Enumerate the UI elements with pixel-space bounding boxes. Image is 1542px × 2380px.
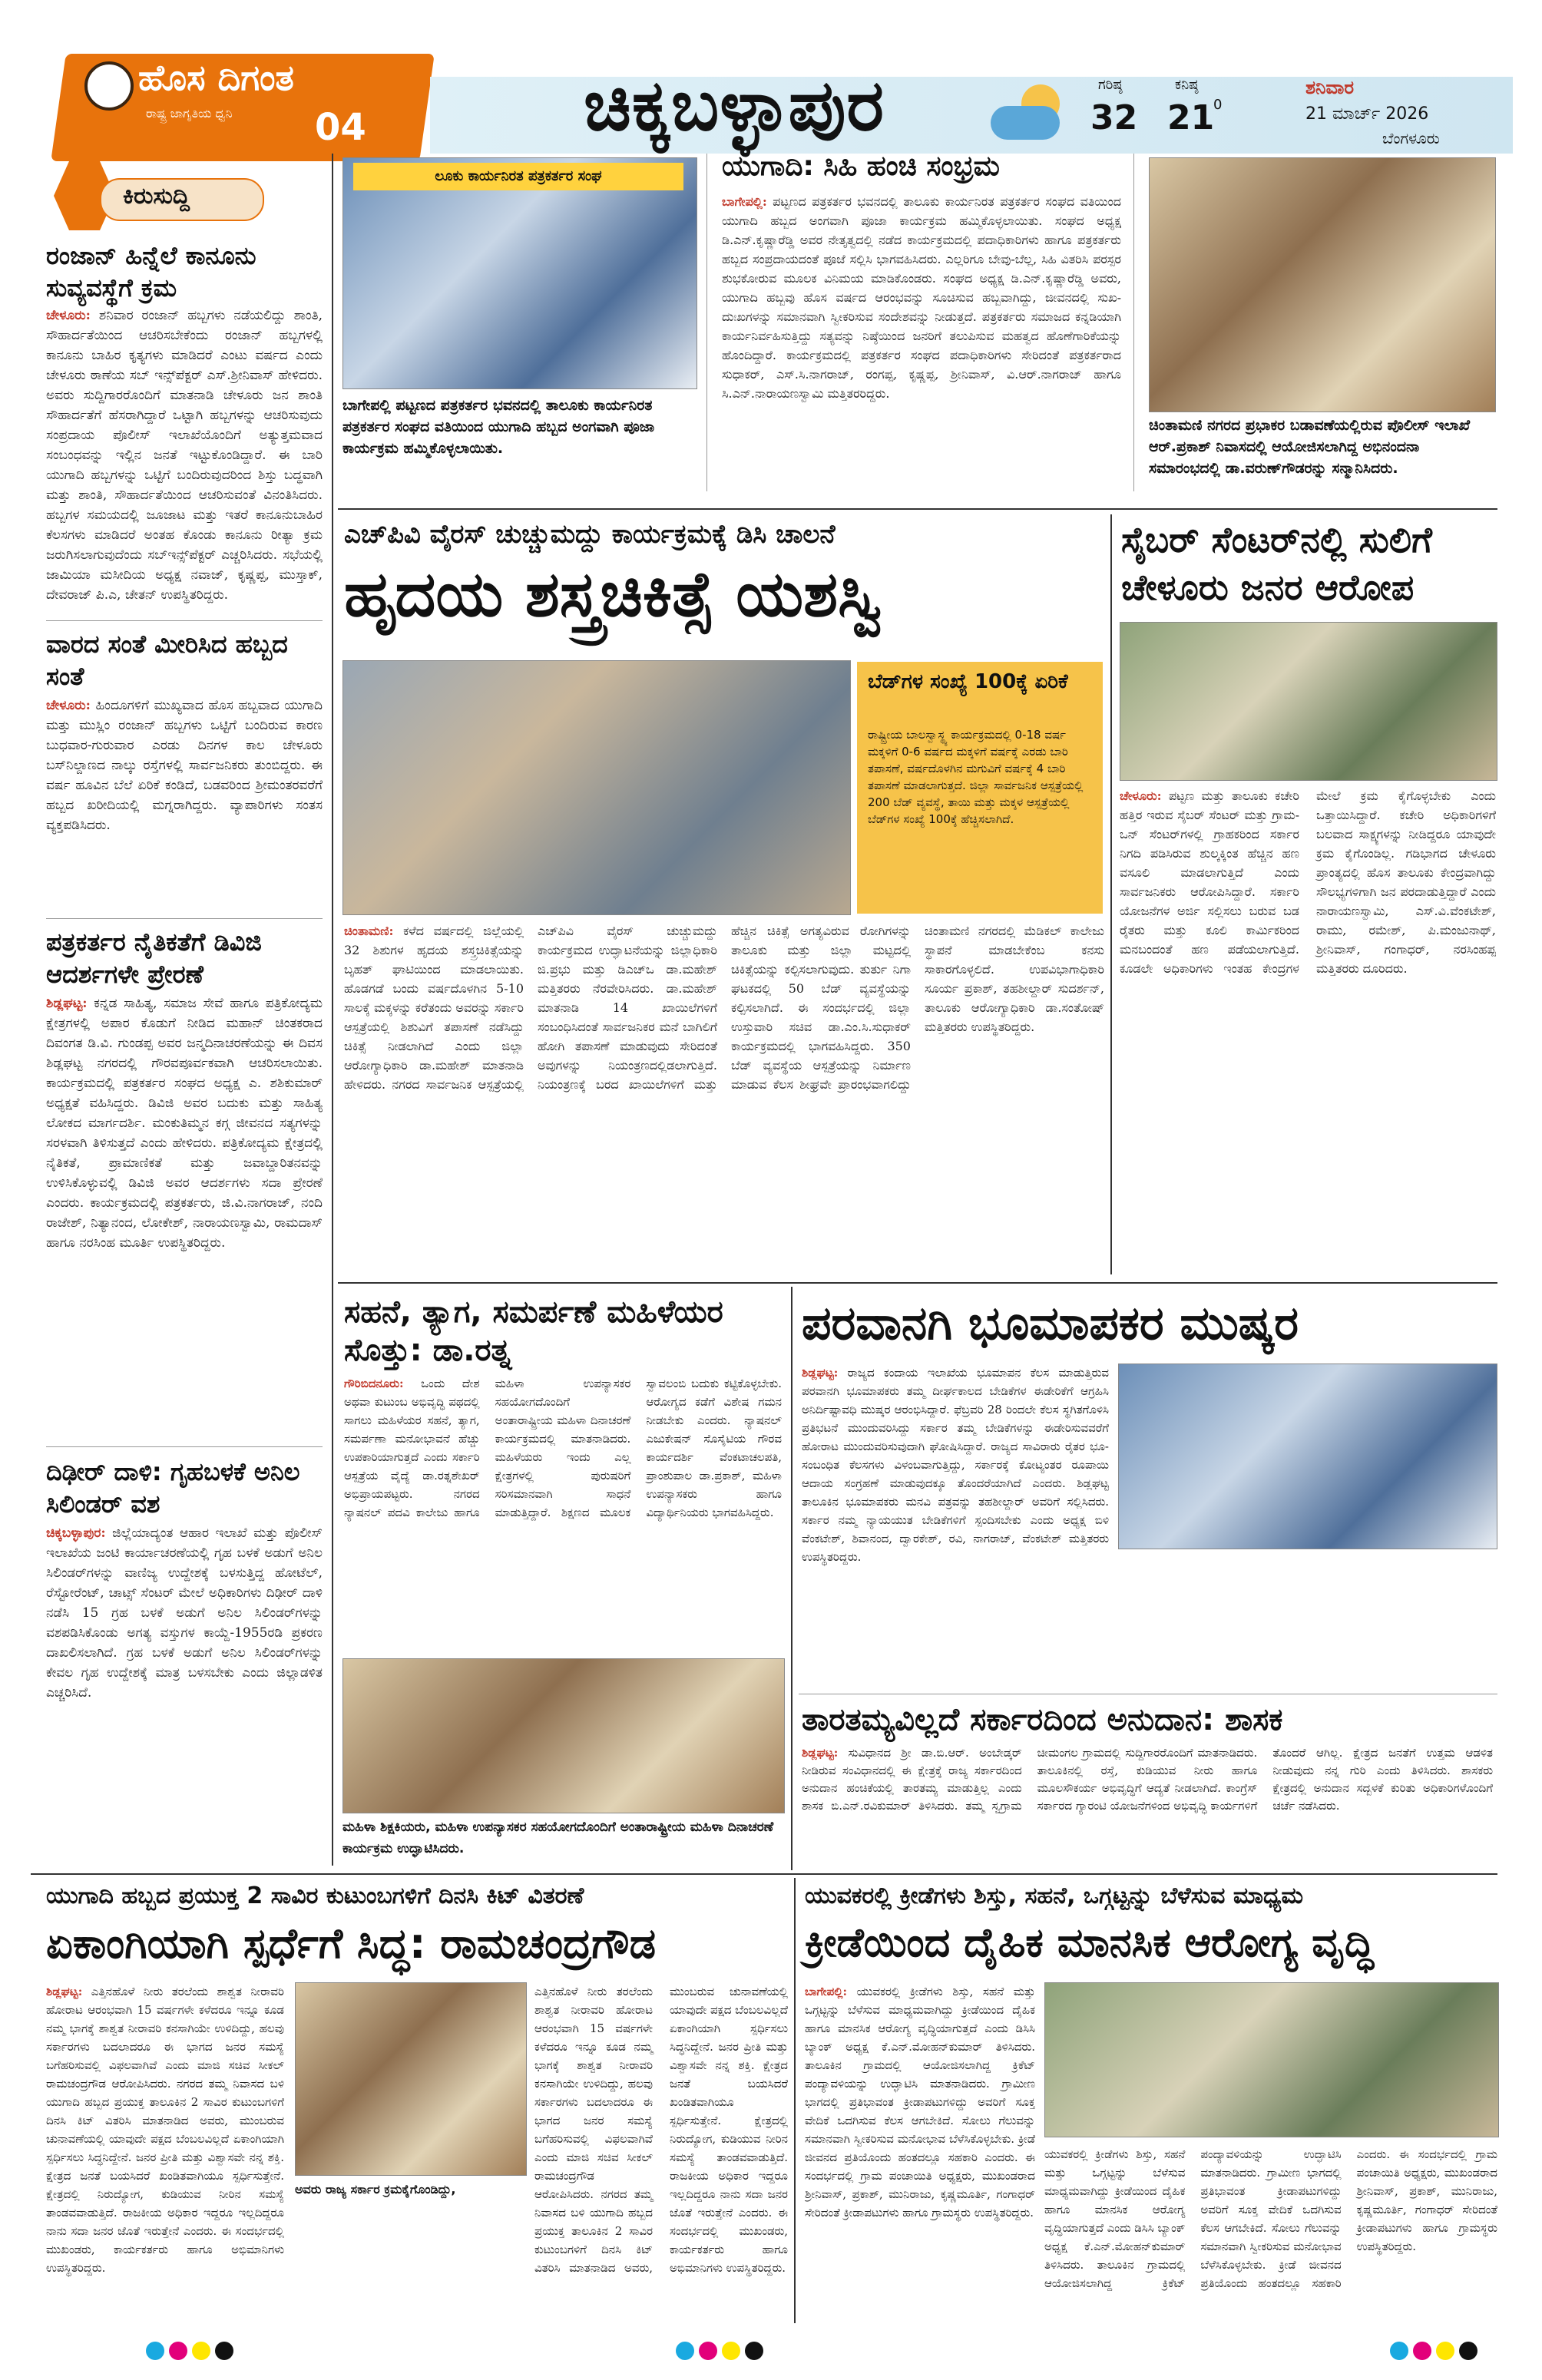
- cyber-dateline: ಚೇಳೂರು:: [1120, 788, 1162, 803]
- divider: [46, 1446, 323, 1447]
- column-rule: [706, 154, 707, 491]
- weather-icon: [991, 84, 1075, 146]
- photo-caption: ಬಾಗೇಪಲ್ಲಿ ಪಟ್ಟಣದ ಪತ್ರಕರ್ತರ ಭವನದಲ್ಲಿ ತಾಲೂಕು ಕಾರ್ಯನಿರತ ಪತ್ರಕರ್ತರ ಸಂಘದ ವತಿಯಿಂದ ಯುಗಾದಿ ಹಬ್ಬದ ಅಂಗವಾಗಿ ಪೂಜಾ ಕಾರ್ಯಕ್ರಮ ಹಮ್ಮಿಕೊಳ್ಳಲಾಯಿತು.: [342, 397, 655, 457]
- sahane-headline: ಸಹನೆ, ತ್ಯಾಗ, ಸಮರ್ಪಣೆ ಮಹಿಳೆಯರ ಸೊತ್ತು: ಡಾ.ರತ್ನ: [344, 1294, 723, 1368]
- hpv-box-title: ಬೆಡ್‌ಗಳ ಸಂಖ್ಯೆ 100ಕ್ಕೆ ಏರಿಕೆ: [868, 670, 1068, 693]
- ekangi-body-right: [534, 1982, 788, 2320]
- cricket-team-photo: [1044, 1982, 1499, 2137]
- kiru-badge: [46, 161, 292, 230]
- surveyors-photo: [1118, 1364, 1497, 1549]
- taratamya-body: [802, 1744, 1493, 1867]
- kride-text: ಯುವಕರಲ್ಲಿ ಕ್ರೀಡೆಗಳು ಶಿಸ್ತು, ಸಹನೆ ಮತ್ತು ಒಗ್ಗಟ್ಟನ್ನು ಬೆಳೆಸುವ ಮಾಧ್ಯಮವಾಗಿದ್ದು ಕ್ರೀಡೆಯಿಂದ ದೈಹಿಕ ಹಾಗೂ ಮಾನಸಿಕ ಆರೋಗ್ಯ ವೃದ್ಧಿಯಾಗುತ್ತದೆ ಎಂದು ಡಿಸಿಸಿ ಬ್ಯಾಂಕ್ ಅಧ್ಯಕ್ಷ ಕೆ.ಎನ್.ಮೋಹನ್‌ಕುಮಾರ್ ತಿಳಿಸಿದರು. ತಾಲೂಕಿನ ಗ್ರಾಮದಲ್ಲಿ ಆಯೋಜಿಸಲಾಗಿದ್ದ ಕ್ರಿಕೆಟ್ ಪಂದ್ಯಾವಳಿಯನ್ನು ಉದ್ಘಾಟಿಸಿ ಮಾತನಾಡಿದರು. ಗ್ರಾಮೀಣ ಭಾಗದಲ್ಲಿ ಪ್ರತಿಭಾವಂತ ಕ್ರೀಡಾಪಟುಗಳಿದ್ದು ಅವರಿಗೆ ಸೂಕ್ತ ವೇದಿಕೆ ಒದಗಿಸುವ ಕೆಲಸ ಆಗಬೇಕಿದೆ. ಸೋಲು ಗೆಲುವನ್ನು ಸಮಾನವಾಗಿ ಸ್ವೀಕರಿಸುವ ಮನೋಭಾವ ಬೆಳೆಸಿಕೊಳ್ಳಬೇಕು. ಕ್ರೀಡೆ ಜೀವನದ ಪ್ರತಿಯೊಂದು ಹಂತದಲ್ಲೂ ಸಹಕಾರಿ ಎಂದರು. ಈ ಸಂದರ್ಭದಲ್ಲಿ ಗ್ರಾಮ ಪಂಚಾಯಿತಿ ಅಧ್ಯಕ್ಷರು, ಮುಖಂಡರಾದ ಶ್ರೀನಿವಾಸ್, ಪ್ರಕಾಶ್, ಮುನಿರಾಜು, ಕೃಷ್ಣಮೂರ್ತಿ, ಗಂಗಾಧರ್ ಸೇರಿದಂತೆ ಕ್ರೀಡಾಪಟುಗಳು ಹಾಗೂ ಗ್ರಾಮಸ್ಥರು ಉಪಸ್ಥಿತರಿದ್ದರು.: [805, 1985, 1035, 2220]
- issue-city: ಬೆಂಗಳೂರು: [1382, 129, 1440, 147]
- didir-title: ದಿಢೀರ್ ದಾಳಿ: ಗೃಹಬಳಕೆ ಅನಿಲ ಸಿಲಿಂಡರ್ ವಶ: [46, 1457, 300, 1519]
- ekangi-text: ಎತ್ತಿನಹೊಳೆ ನೀರು ತರಲೆಂದು ಶಾಶ್ವತ ನೀರಾವರಿ ಹೋರಾಟ ಆರಂಭವಾಗಿ 15 ವರ್ಷಗಳೇ ಕಳೆದರೂ ಇನ್ನೂ ಕೂಡ ನಮ್ಮ ಭಾಗಕ್ಕೆ ಶಾಶ್ವತ ನೀರಾವರಿ ಕನಸಾಗಿಯೇ ಉಳಿದಿದ್ದು, ಹಲವು ಸರ್ಕಾರಗಳು ಬದಲಾದರೂ ಈ ಭಾಗದ ಜನರ ಸಮಸ್ಯೆ ಬಗೆಹರಿಸುವಲ್ಲಿ ವಿಫಲವಾಗಿವೆ ಎಂದು ಮಾಜಿ ಸಚಿವ ಸೀಕಲ್ ರಾಮಚಂದ್ರಗೌಡ ಆರೋಪಿಸಿದರು. ನಗರದ ತಮ್ಮ ನಿವಾಸದ ಬಳಿ ಯುಗಾದಿ ಹಬ್ಬದ ಪ್ರಯುಕ್ತ ತಾಲೂಕಿನ 2 ಸಾವಿರ ಕುಟುಂಬಗಳಿಗೆ ದಿನಸಿ ಕಿಟ್ ವಿತರಿಸಿ ಮಾತನಾಡಿದ ಅವರು, ಮುಂಬರುವ ಚುನಾವಣೆಯಲ್ಲಿ ಯಾವುದೇ ಪಕ್ಷದ ಬೆಂಬಲವಿಲ್ಲದೆ ಏಕಾಂಗಿಯಾಗಿ ಸ್ಪರ್ಧಿಸಲು ಸಿದ್ಧನಿದ್ದೇನೆ. ಜನರ ಪ್ರೀತಿ ಮತ್ತು ವಿಶ್ವಾಸವೇ ನನ್ನ ಶಕ್ತಿ. ಕ್ಷೇತ್ರದ ಜನತೆ ಬಯಸಿದರೆ ಖಂಡಿತವಾಗಿಯೂ ಸ್ಪರ್ಧಿಸುತ್ತೇನೆ. ಕ್ಷೇತ್ರದಲ್ಲಿ ನಿರುದ್ಯೋಗ, ಕುಡಿಯುವ ನೀರಿನ ಸಮಸ್ಯೆ ತಾಂಡವವಾಡುತ್ತಿದೆ. ರಾಜಕೀಯ ಅಧಿಕಾರ ಇದ್ದರೂ ಇಲ್ಲದಿದ್ದರೂ ನಾನು ಸದಾ ಜನರ ಜೊತೆ ಇರುತ್ತೇನೆ ಎಂದರು. ಈ ಸಂದರ್ಭದಲ್ಲಿ ಮುಖಂಡರು, ಕಾರ್ಯಕರ್ತರು ಹಾಗೂ ಅಭಿಮಾನಿಗಳು ಉಪಸ್ಥಿತರಿದ್ದರು.: [46, 1985, 284, 2275]
- didir-body: [46, 1523, 323, 1853]
- womens-day-photo: [342, 1658, 785, 1813]
- patrakartara-dateline: ಶಿಡ್ಲಘಟ್ಟ:: [46, 996, 88, 1011]
- kride-kicker: ಯುವಕರಲ್ಲಿ ಕ್ರೀಡೆಗಳು ಶಿಸ್ತು, ಸಹನೆ, ಒಗ್ಗಟ್ಟನ್ನು ಬೆಳೆಸುವ ಮಾಧ್ಯಮ: [805, 1883, 1304, 1909]
- photo-caption: ಅವರು ರಾಜ್ಯ ಸರ್ಕಾರ ಕ್ರಮಕೈಗೊಂಡಿದ್ದು,: [295, 2182, 456, 2197]
- kride-body-continued: [1044, 2145, 1497, 2320]
- issue-day: ಶನಿವಾರ: [1305, 77, 1355, 98]
- sahane-dateline: ಗೌರಿಬಿದನೂರು:: [344, 1377, 404, 1390]
- didir-dateline: ಚಿಕ್ಕಬಳ್ಳಾಪುರ:: [46, 1526, 106, 1541]
- kiru-2-title: ವಾರದ ಸಂತೆ ಮೀರಿಸಿದ ಹಬ್ಬದ ಸಂತೆ: [46, 630, 288, 691]
- max-temp-label: ಗರಿಷ್ಠ: [1098, 77, 1123, 93]
- hpv-headline: ಹೃದಯ ಶಸ್ತ್ರಚಿಕಿತ್ಸೆ ಯಶಸ್ವಿ: [344, 558, 883, 631]
- sahane-text: ಒಂದು ದೇಶ ಅಥವಾ ಕುಟುಂಬ ಅಭಿವೃದ್ಧಿ ಪಥದಲ್ಲಿ ಸಾಗಲು ಮಹಿಳೆಯರ ಸಹನೆ, ತ್ಯಾಗ, ಸಮರ್ಪಣಾ ಮನೋಭಾವನೆ ಹೆಚ್ಚು ಉಪಕಾರಿಯಾಗುತ್ತದೆ ಎಂದು ಸರ್ಕಾರಿ ಆಸ್ಪತ್ರೆಯ ವೈದ್ಯೆ ಡಾ.ರತ್ನಶೇಖರ್ ಅಭಿಪ್ರಾಯಪಟ್ಟರು. ನಗರದ ನ್ಯಾಷನಲ್ ಪದವಿ ಕಾಲೇಜು ಹಾಗೂ ಮಹಿಳಾ ಉಪನ್ಯಾಸಕರ ಸಹಯೋಗದೊಂದಿಗೆ ಅಂತಾರಾಷ್ಟ್ರೀಯ ಮಹಿಳಾ ದಿನಾಚರಣೆ ಕಾರ್ಯಕ್ರಮದಲ್ಲಿ ಮಾತನಾಡಿದರು. ಮಹಿಳೆಯರು ಇಂದು ಎಲ್ಲ ಕ್ಷೇತ್ರಗಳಲ್ಲಿ ಪುರುಷರಿಗೆ ಸರಿಸಮಾನವಾಗಿ ಸಾಧನೆ ಮಾಡುತ್ತಿದ್ದಾರೆ. ಶಿಕ್ಷಣದ ಮೂಲಕ ಸ್ವಾವಲಂಬಿ ಬದುಕು ಕಟ್ಟಿಕೊಳ್ಳಬೇಕು. ಆರೋಗ್ಯದ ಕಡೆಗೆ ವಿಶೇಷ ಗಮನ ನೀಡಬೇಕು ಎಂದರು. ನ್ಯಾಷನಲ್ ಎಜುಕೇಷನ್ ಸೊಸೈಟಿಯ ಗೌರವ ಕಾರ್ಯದರ್ಶಿ ವೆಂಕಟಾಚಲಪತಿ, ಪ್ರಾಂಶುಪಾಲ ಡಾ.ಪ್ರಕಾಶ್, ಮಹಿಳಾ ಉಪನ್ಯಾಸಕರು ಹಾಗೂ ವಿದ್ಯಾರ್ಥಿನಿಯರು ಭಾಗವಹಿಸಿದ್ದರು.: [344, 1377, 782, 1519]
- divider: [46, 918, 323, 919]
- paravanagi-text: ರಾಜ್ಯದ ಕಂದಾಯ ಇಲಾಖೆಯ ಭೂಮಾಪನ ಕೆಲಸ ಮಾಡುತ್ತಿರುವ ಪರವಾನಗಿ ಭೂಮಾಪಕರು ತಮ್ಮ ದೀರ್ಘಕಾಲದ ಬೇಡಿಕೆಗಳ ಈಡೇರಿಕೆಗೆ ಆಗ್ರಹಿಸಿ ಅನಿರ್ದಿಷ್ಟಾವಧಿ ಮುಷ್ಕರ ಆರಂಭಿಸಿದ್ದಾರೆ. ಫೆಬ್ರವರಿ 28 ರಿಂದಲೇ ಕೆಲಸ ಸ್ಥಗಿತಗೊಳಿಸಿ ಪ್ರತಿಭಟನೆ ಮುಂದುವರಿಸಿದ್ದು ಸರ್ಕಾರ ತಮ್ಮ ಬೇಡಿಕೆಗಳನ್ನು ಈಡೇರಿಸುವವರೆಗೆ ಹೋರಾಟ ಮುಂದುವರಿಸುವುದಾಗಿ ಘೋಷಿಸಿದ್ದಾರೆ. ರಾಜ್ಯದ ಸಾವಿರಾರು ರೈತರ ಭೂ-ಸಂಬಂಧಿತ ಕೆಲಸಗಳು ವಿಳಂಬವಾಗುತ್ತಿದ್ದು, ಸರ್ಕಾರಕ್ಕೆ ಕೋಟ್ಯಂತರ ರೂಪಾಯಿ ಆದಾಯ ಸಂಗ್ರಹಣೆ ಮಾಡುವುದಕ್ಕೂ ತೊಂದರೆಯಾಗಿದೆ ಎಂದರು. ಶಿಡ್ಲಘಟ್ಟ ತಾಲೂಕಿನ ಭೂಮಾಪಕರು ಮನವಿ ಪತ್ರವನ್ನು ತಹಶೀಲ್ದಾರ್ ಅವರಿಗೆ ಸಲ್ಲಿಸಿದರು. ಸರ್ಕಾರ ನಮ್ಮ ನ್ಯಾಯಯುತ ಬೇಡಿಕೆಗಳಿಗೆ ಸ್ಪಂದಿಸಬೇಕು ಎಂದು ಅಧ್ಯಕ್ಷ ಬಿಳಿ ವೆಂಕಟೇಶ್, ಶಿವಾನಂದ, ದ್ವಾರಕೇಶ್, ರವಿ, ನಾಗರಾಜ್, ವೆಂಕಟೇಶ್ ಮತ್ತಿತರರು ಉಪಸ್ಥಿತರಿದ್ದರು.: [802, 1366, 1109, 1564]
- kiru-1-text: ಶನಿವಾರ ರಂಜಾನ್ ಹಬ್ಬಗಳು ನಡೆಯಲಿದ್ದು ಶಾಂತಿ, ಸೌಹಾರ್ದತೆಯಿಂದ ಆಚರಿಸಬೇಕೆಂದು ರಂಜಾನ್ ಹಬ್ಬಗಳಲ್ಲಿ ಕಾನೂನು ಬಾಹಿರ ಕೃತ್ಯಗಳು ಮಾಡಿದರೆ ಎಂಟು ವರ್ಷದ ಎಂದು ಚೇಳೂರು ಠಾಣೆಯ ಸಬ್ ಇನ್ಸ್‌ಪೆಕ್ಟರ್ ಎಸ್.ಶ್ರೀನಿವಾಸ್ ಹೇಳಿದರು. ಅವರು ಸುದ್ದಿಗಾರರೊಂದಿಗೆ ಮಾತನಾಡಿ ಚೇಳೂರು ಜನ ಶಾಂತಿ ಸೌಹಾರ್ದತೆಗೆ ಹೆಸರಾಗಿದ್ದಾರೆ ಒಟ್ಟಾಗಿ ಹಬ್ಬಗಳನ್ನು ಆಚರಿಸುವುದು ಸಂಪ್ರದಾಯ ಪೊಲೀಸ್ ಇಲಾಖೆಯೊಂದಿಗೆ ಅತ್ಯುತ್ತಮವಾದ ಸಂಬಂಧವನ್ನು ಇಲ್ಲಿನ ಜನತೆ ಇಟ್ಟುಕೊಂಡಿದ್ದಾರೆ. ಈ ಬಾರಿ ಯುಗಾದಿ ಹಬ್ಬಗಳನ್ನು ಒಟ್ಟಿಗೆ ಬಂದಿರುವುದರಿಂದ ಶಿಸ್ತು ಬದ್ಧವಾಗಿ ಮತ್ತು ಶಾಂತಿ, ಸೌಹಾರ್ದತೆಯಿಂದ ಆಚರಿಸುವಂತೆ ವಿನಂತಿಸಿದರು. ಹಬ್ಬಗಳ ಸಮಯದಲ್ಲಿ ಜೂಜಾಟ ಮತ್ತು ಇತರೆ ಕಾನೂನುಬಾಹಿರ ಕೆಲಸಗಳು ಮಾಡಿದರೆ ಅಂತಹ ಕೊಂಡು ಕಾನೂನು ರೀತ್ಯಾ ಕ್ರಮ ಜರುಗಿಸಲಾಗುವುದೆಂದು ಸಬ್‌ಇನ್ಸ್‌ಪೆಕ್ಟರ್ ಎಚ್ಚರಿಸಿದರು. ಸಭೆಯಲ್ಲಿ ಜಾಮಿಯಾ ಮಸೀದಿಯ ಅಧ್ಯಕ್ಷ ನವಾಜ್, ಕೃಷ್ಣಪ್ಪ, ಮುಸ್ತಾಕ್, ದೇವರಾಜ್ ಪಿ.ಎ, ಚೇತನ್ ಉಪಸ್ಥಿತರಿದ್ದರು.: [46, 308, 323, 603]
- taratamya-headline: ತಾರತಮ್ಯವಿಲ್ಲದೆ ಸರ್ಕಾರದಿಂದ ಅನುದಾನ: ಶಾಸಕ: [802, 1702, 1283, 1737]
- photo-banner: ಲೂಕು ಕಾರ್ಯನಿರತ ಪತ್ರಕರ್ತರ ಸಂಘ: [353, 163, 683, 190]
- kiru-1-dateline: ಚೇಳೂರು:: [46, 308, 91, 323]
- column-rule: [1133, 154, 1134, 491]
- kride-body: [805, 1982, 1035, 2320]
- divider: [46, 620, 323, 621]
- paravanagi-headline: ಪರವಾನಗಿ ಭೂಮಾಪಕರ ಮುಷ್ಕರ: [802, 1297, 1299, 1350]
- patrakartara-text: ಕನ್ನಡ ಸಾಹಿತ್ಯ, ಸಮಾಜ ಸೇವೆ ಹಾಗೂ ಪತ್ರಿಕೋದ್ಯಮ ಕ್ಷೇತ್ರಗಳಲ್ಲಿ ಅಪಾರ ಕೊಡುಗೆ ನೀಡಿದ ಮಹಾನ್ ಚಿಂತಕರಾದ ದಿವಂಗತ ಡಿ.ವಿ. ಗುಂಡಪ್ಪ ಅವರ ಜನ್ಮದಿನಾಚರಣೆಯನ್ನು ಈ ದಿವಸ ಶಿಡ್ಲಘಟ್ಟ ನಗರದಲ್ಲಿ ಗೌರವಪೂರ್ವಕವಾಗಿ ಆಚರಿಸಲಾಯಿತು. ಕಾರ್ಯಕ್ರಮದಲ್ಲಿ ಪತ್ರಕರ್ತರ ಸಂಘದ ಅಧ್ಯಕ್ಷ ಎ. ಶಶಿಕುಮಾರ್ ಅಧ್ಯಕ್ಷತೆ ವಹಿಸಿದ್ದರು. ಡಿವಿಜಿ ಅವರ ಬದುಕು ಮತ್ತು ಸಾಹಿತ್ಯ ಲೋಕದ ಮಾರ್ಗದರ್ಶಿ. ಮಂಕುತಿಮ್ಮನ ಕಗ್ಗ ಜೀವನದ ಸತ್ಯಗಳನ್ನು ಸರಳವಾಗಿ ತಿಳಿಸುತ್ತದೆ ಎಂದು ಹೇಳಿದರು. ಪತ್ರಿಕೋದ್ಯಮ ಕ್ಷೇತ್ರದಲ್ಲಿ ನೈತಿಕತೆ, ಪ್ರಾಮಾಣಿಕತೆ ಮತ್ತು ಜವಾಬ್ದಾರಿತನವನ್ನು ಉಳಿಸಿಕೊಳ್ಳುವಲ್ಲಿ ಡಿವಿಜಿ ಅವರ ಆದರ್ಶಗಳು ಸದಾ ಪ್ರೇರಣೆ ಎಂದರು. ಕಾರ್ಯಕ್ರಮದಲ್ಲಿ ಪತ್ರಕರ್ತರು, ಜಿ.ವಿ.ನಾಗರಾಜ್, ನಂದಿ ರಾಜೇಶ್, ನಿತ್ಯಾನಂದ, ಲೋಕೇಶ್, ನಾರಾಯಣಸ್ವಾಮಿ, ರಾಮದಾಸ್ ಹಾಗೂ ನರಸಿಂಹ ಮೂರ್ತಿ ಉಪಸ್ಥಿತರಿದ್ದರು.: [46, 996, 323, 1251]
- hpv-kicker: ಎಚ್‌ಪಿವಿ ವೈರಸ್ ಚುಚ್ಚುಮದ್ದು ಕಾರ್ಯಕ್ರಮಕ್ಕೆ ಡಿಸಿ ಚಾಲನೆ: [344, 519, 836, 550]
- section-rule: [338, 1282, 1497, 1284]
- kride-headline: ಕ್ರೀಡೆಯಿಂದ ದೈಹಿಕ ಮಾನಸಿಕ ಆರೋಗ್ಯ ವೃದ್ಧಿ: [805, 1920, 1374, 1966]
- paravanagi-dateline: ಶಿಡ್ಲಘಟ್ಟ:: [802, 1366, 839, 1380]
- issue-date: 21 ಮಾರ್ಚ್ 2026: [1305, 104, 1429, 124]
- cyber-body: [1120, 786, 1496, 1274]
- ekangi-dateline: ಶಿಡ್ಲಘಟ್ಟ:: [46, 1985, 83, 1998]
- section-rule: [31, 1873, 1497, 1875]
- felicitation-photo: [1149, 157, 1496, 412]
- min-temp: 21: [1167, 98, 1215, 137]
- patrakartara-body: [46, 993, 323, 1439]
- ekangi-kicker: ಯುಗಾದಿ ಹಬ್ಬದ ಪ್ರಯುಕ್ತ 2 ಸಾವಿರ ಕುಟುಂಬಗಳಿಗೆ ದಿನಸಿ ಕಿಟ್ ವಿತರಣೆ: [46, 1883, 584, 1909]
- masthead: [31, 46, 1513, 161]
- ugadi-dateline: ಬಾಗೇಪಲ್ಲಿ:: [722, 194, 767, 209]
- brand-tagline: ರಾಷ್ಟ್ರ ಜಾಗೃತಿಯ ಧ್ವನಿ: [146, 106, 233, 121]
- kiru-2-dateline: ಚೇಳೂರು:: [46, 698, 91, 713]
- ekangi-text-continued: ಎತ್ತಿನಹೊಳೆ ನೀರು ತರಲೆಂದು ಶಾಶ್ವತ ನೀರಾವರಿ ಹೋರಾಟ ಆರಂಭವಾಗಿ 15 ವರ್ಷಗಳೇ ಕಳೆದರೂ ಇನ್ನೂ ಕೂಡ ನಮ್ಮ ಭಾಗಕ್ಕೆ ಶಾಶ್ವತ ನೀರಾವರಿ ಕನಸಾಗಿಯೇ ಉಳಿದಿದ್ದು, ಹಲವು ಸರ್ಕಾರಗಳು ಬದಲಾದರೂ ಈ ಭಾಗದ ಜನರ ಸಮಸ್ಯೆ ಬಗೆಹರಿಸುವಲ್ಲಿ ವಿಫಲವಾಗಿವೆ ಎಂದು ಮಾಜಿ ಸಚಿವ ಸೀಕಲ್ ರಾಮಚಂದ್ರಗೌಡ ಆರೋಪಿಸಿದರು. ನಗರದ ತಮ್ಮ ನಿವಾಸದ ಬಳಿ ಯುಗಾದಿ ಹಬ್ಬದ ಪ್ರಯುಕ್ತ ತಾಲೂಕಿನ 2 ಸಾವಿರ ಕುಟುಂಬಗಳಿಗೆ ದಿನಸಿ ಕಿಟ್ ವಿತರಿಸಿ ಮಾತನಾಡಿದ ಅವರು, ಮುಂಬರುವ ಚುನಾವಣೆಯಲ್ಲಿ ಯಾವುದೇ ಪಕ್ಷದ ಬೆಂಬಲವಿಲ್ಲದೆ ಏಕಾಂಗಿಯಾಗಿ ಸ್ಪರ್ಧಿಸಲು ಸಿದ್ಧನಿದ್ದೇನೆ. ಜನರ ಪ್ರೀತಿ ಮತ್ತು ವಿಶ್ವಾಸವೇ ನನ್ನ ಶಕ್ತಿ. ಕ್ಷೇತ್ರದ ಜನತೆ ಬಯಸಿದರೆ ಖಂಡಿತವಾಗಿಯೂ ಸ್ಪರ್ಧಿಸುತ್ತೇನೆ. ಕ್ಷೇತ್ರದಲ್ಲಿ ನಿರುದ್ಯೋಗ, ಕುಡಿಯುವ ನೀರಿನ ಸಮಸ್ಯೆ ತಾಂಡವವಾಡುತ್ತಿದೆ. ರಾಜಕೀಯ ಅಧಿಕಾರ ಇದ್ದರೂ ಇಲ್ಲದಿದ್ದರೂ ನಾನು ಸದಾ ಜನರ ಜೊತೆ ಇರುತ್ತೇನೆ ಎಂದರು. ಈ ಸಂದರ್ಭದಲ್ಲಿ ಮುಖಂಡರು, ಕಾರ್ಯಕರ್ತರು ಹಾಗೂ ಅಭಿಮಾನಿಗಳು ಉಪಸ್ಥಿತರಿದ್ದರು.: [534, 1985, 788, 2275]
- min-temp-label: ಕನಿಷ್ಠ: [1175, 77, 1199, 93]
- column-rule: [1110, 514, 1112, 1274]
- kride-dateline: ಬಾಗೇಪಲ್ಲಿ:: [805, 1985, 848, 1998]
- section-title: ಚಿಕ್ಕಬಳ್ಳಾಪುರ: [584, 64, 885, 147]
- max-temp: 32: [1090, 98, 1138, 137]
- brand-name: ಹೊಸ ದಿಗಂತ: [138, 57, 294, 98]
- kiru-label: ಕಿರುಸುದ್ದಿ: [123, 183, 190, 210]
- photo-caption: ಚಿಂತಾಮಣಿ ನಗರದ ಪ್ರಭಾಕರ ಬಡಾವಣೆಯಲ್ಲಿರುವ ಪೊಲೀಸ್ ಇಲಾಖೆ ಆರ್.ಪ್ರಕಾಶ್ ನಿವಾಸದಲ್ಲಿ ಆಯೋಜಿಸಲಾಗಿದ್ದ ಅಭಿನಂದನಾ ಸಮಾರಂಭದಲ್ಲಿ ಡಾ.ವರುಣ್‌ಗೌಡರನ್ನು ಸನ್ಮಾನಿಸಿದರು.: [1149, 417, 1471, 477]
- degree-sign: 0: [1213, 97, 1223, 113]
- patrakartara-title: ಪತ್ರಕರ್ತರ ನೈತಿಕತೆಗೆ ಡಿವಿಜಿ ಆದರ್ಶಗಳೇ ಪ್ರೇರಣೆ: [46, 927, 262, 989]
- photo-caption: ಮಹಿಳಾ ಶಿಕ್ಷಕಿಯರು, ಮಹಿಳಾ ಉಪನ್ಯಾಸಕರ ಸಹಯೋಗದೊಂದಿಗೆ ಅಂತಾರಾಷ್ಟ್ರೀಯ ಮಹಿಳಾ ದಿನಾಚರಣೆ ಕಾರ್ಯಕ್ರಮ ಉದ್ಘಾಟಿಸಿದರು.: [342, 1820, 774, 1856]
- ugadi-text: ಪಟ್ಟಣದ ಪತ್ರಕರ್ತರ ಭವನದಲ್ಲಿ ತಾಲೂಕು ಕಾರ್ಯನಿರತ ಪತ್ರಕರ್ತರ ಸಂಘದ ವತಿಯಿಂದ ಯುಗಾದಿ ಹಬ್ಬದ ಅಂಗವಾಗಿ ಪೂಜಾ ಕಾರ್ಯಕ್ರಮ ಹಮ್ಮಿಕೊಳ್ಳಲಾಯಿತು. ಸಂಘದ ಅಧ್ಯಕ್ಷ ಡಿ.ಎನ್.ಕೃಷ್ಣಾರೆಡ್ಡಿ ಅವರ ನೇತೃತ್ವದಲ್ಲಿ ನಡೆದ ಕಾರ್ಯಕ್ರಮದಲ್ಲಿ ಪದಾಧಿಕಾರಿಗಳು ಹಾಗೂ ಪತ್ರಕರ್ತರು ಹಬ್ಬದ ಸಂಪ್ರದಾಯದಂತೆ ಪೂಜೆ ಸಲ್ಲಿಸಿ ಭಾಗವಹಿಸಿದರು. ಎಲ್ಲರಿಗೂ ಬೇವು-ಬೆಲ್ಲ, ಸಿಹಿ ವಿತರಿಸಿ ಪರಸ್ಪರ ಶುಭಕೋರುವ ಮೂಲಕ ವಿನಿಮಯ ಮಾಡಿಕೊಂಡರು. ಸಂಘದ ಅಧ್ಯಕ್ಷ ಡಿ.ಎನ್.ಕೃಷ್ಣಾರೆಡ್ಡಿ ಅವರು, ಯುಗಾದಿ ಹಬ್ಬವು ಹೊಸ ವರ್ಷದ ಆರಂಭವನ್ನು ಸೂಚಿಸುವ ಹಬ್ಬವಾಗಿದ್ದು, ಜೀವನದಲ್ಲಿ ಸುಖ-ದುಃಖಗಳನ್ನು ಸಮಾನವಾಗಿ ಸ್ವೀಕರಿಸುವ ಸಂದೇಶವನ್ನು ನೀಡುತ್ತದೆ. ಪತ್ರಕರ್ತರು ಸಮಾಜದ ಕನ್ನಡಿಯಾಗಿ ಕಾರ್ಯನಿರ್ವಹಿಸುತ್ತಿದ್ದು ಸತ್ಯವನ್ನು ನಿಷ್ಠೆಯಿಂದ ಜನರಿಗೆ ತಲುಪಿಸುವ ಮಹತ್ವದ ಹೊಣೆಗಾರಿಕೆಯನ್ನು ಹೊಂದಿದ್ದಾರೆ. ಕಾರ್ಯಕ್ರಮದಲ್ಲಿ ಪತ್ರಕರ್ತರ ಸಂಘದ ಪದಾಧಿಕಾರಿಗಳು ಸೇರಿದಂತೆ ಪತ್ರಕರ್ತರಾದ ಸುಧಾಕರ್, ಎಸ್.ಸಿ.ನಾಗರಾಜ್, ರಂಗಪ್ಪ, ಕೃಷ್ಣಪ್ಪ, ಶ್ರೀನಿವಾಸ್, ವಿ.ಆರ್.ನಾಗರಾಜ್ ಹಾಗೂ ಸಿ.ಎನ್.ನಾರಾಯಣಸ್ವಾಮಿ ಮತ್ತಿತರರಿದ್ದರು.: [722, 194, 1121, 401]
- kride-text-continued: ಯುವಕರಲ್ಲಿ ಕ್ರೀಡೆಗಳು ಶಿಸ್ತು, ಸಹನೆ ಮತ್ತು ಒಗ್ಗಟ್ಟನ್ನು ಬೆಳೆಸುವ ಮಾಧ್ಯಮವಾಗಿದ್ದು ಕ್ರೀಡೆಯಿಂದ ದೈಹಿಕ ಹಾಗೂ ಮಾನಸಿಕ ಆರೋಗ್ಯ ವೃದ್ಧಿಯಾಗುತ್ತದೆ ಎಂದು ಡಿಸಿಸಿ ಬ್ಯಾಂಕ್ ಅಧ್ಯಕ್ಷ ಕೆ.ಎನ್.ಮೋಹನ್‌ಕುಮಾರ್ ತಿಳಿಸಿದರು. ತಾಲೂಕಿನ ಗ್ರಾಮದಲ್ಲಿ ಆಯೋಜಿಸಲಾಗಿದ್ದ ಕ್ರಿಕೆಟ್ ಪಂದ್ಯಾವಳಿಯನ್ನು ಉದ್ಘಾಟಿಸಿ ಮಾತನಾಡಿದರು. ಗ್ರಾಮೀಣ ಭಾಗದಲ್ಲಿ ಪ್ರತಿಭಾವಂತ ಕ್ರೀಡಾಪಟುಗಳಿದ್ದು ಅವರಿಗೆ ಸೂಕ್ತ ವೇದಿಕೆ ಒದಗಿಸುವ ಕೆಲಸ ಆಗಬೇಕಿದೆ. ಸೋಲು ಗೆಲುವನ್ನು ಸಮಾನವಾಗಿ ಸ್ವೀಕರಿಸುವ ಮನೋಭಾವ ಬೆಳೆಸಿಕೊಳ್ಳಬೇಕು. ಕ್ರೀಡೆ ಜೀವನದ ಪ್ರತಿಯೊಂದು ಹಂತದಲ್ಲೂ ಸಹಕಾರಿ ಎಂದರು. ಈ ಸಂದರ್ಭದಲ್ಲಿ ಗ್ರಾಮ ಪಂಚಾಯಿತಿ ಅಧ್ಯಕ್ಷರು, ಮುಖಂಡರಾದ ಶ್ರೀನಿವಾಸ್, ಪ್ರಕಾಶ್, ಮುನಿರಾಜು, ಕೃಷ್ಣಮೂರ್ತಿ, ಗಂಗಾಧರ್ ಸೇರಿದಂತೆ ಕ್ರೀಡಾಪಟುಗಳು ಹಾಗೂ ಗ್ರಾಮಸ್ಥರು ಉಪಸ್ಥಿತರಿದ್ದರು.: [1044, 2147, 1497, 2290]
- didir-text: ಜಿಲ್ಲೆಯಾದ್ಯಂತ ಆಹಾರ ಇಲಾಖೆ ಮತ್ತು ಪೊಲೀಸ್ ಇಲಾಖೆಯ ಜಂಟಿ ಕಾರ್ಯಾಚರಣೆಯಲ್ಲಿ ಗೃಹ ಬಳಕೆ ಅಡುಗೆ ಅನಿಲ ಸಿಲಿಂಡರ್‌ಗಳನ್ನು ವಾಣಿಜ್ಯ ಉದ್ದೇಶಕ್ಕೆ ಬಳಸುತ್ತಿದ್ದ ಹೋಟೆಲ್, ರೆಸ್ಟೋರೆಂಟ್, ಚಾಟ್ಸ್ ಸೆಂಟರ್ ಮೇಲೆ ಅಧಿಕಾರಿಗಳು ದಿಢೀರ್ ದಾಳಿ ನಡೆಸಿ 15 ಗ್ರಹ ಬಳಕೆ ಅಡುಗೆ ಅನಿಲ ಸಿಲಿಂಡರ್‌ಗಳನ್ನು ವಶಪಡಿಸಿಕೊಂಡು ಅಗತ್ಯ ವಸ್ತುಗಳ ಕಾಯ್ದೆ-1955ರಡಿ ಪ್ರಕರಣ ದಾಖಲಿಸಲಾಗಿದೆ. ಗ್ರಹ ಬಳಕೆ ಅಡುಗೆ ಅನಿಲ ಸಿಲಿಂಡರ್‌ಗಳನ್ನು ಕೇವಲ ಗೃಹ ಉದ್ದೇಶಕ್ಕೆ ಮಾತ್ರ ಬಳಸಬೇಕು ಎಂದು ಜಿಲ್ಲಾಡಳಿತ ಎಚ್ಚರಿಸಿದೆ.: [46, 1526, 323, 1701]
- kiru-2-text: ಹಿಂದೂಗಳಿಗೆ ಮುಖ್ಯವಾದ ಹೊಸ ಹಬ್ಬವಾದ ಯುಗಾದಿ ಮತ್ತು ಮುಸ್ಲಿಂ ರಂಜಾನ್ ಹಬ್ಬಗಳು ಒಟ್ಟಿಗೆ ಬಂದಿರುವ ಕಾರಣ ಬುಧವಾರ-ಗುರುವಾರ ಎರಡು ದಿನಗಳ ಕಾಲ ಚೇಳೂರು ಬಸ್‌ನಿಲ್ದಾಣದ ನಾಲ್ಕು ರಸ್ತೆಗಳಲ್ಲಿ ಸಾರ್ವಜನಿಕರು ತುಂಬಿದ್ದರು. ಈ ವರ್ಷ ಹೂವಿನ ಬೆಲೆ ಏರಿಕೆ ಕಂಡಿದೆ, ಬಡವರಿಂದ ಶ್ರೀಮಂತರವರೆಗೆ ಹಬ್ಬದ ಖರೀದಿಯಲ್ಲಿ ಮಗ್ನರಾಗಿದ್ದರು. ವ್ಯಾಪಾರಿಗಳು ಸಂತಸ ವ್ಯಕ್ತಪಡಿಸಿದರು.: [46, 698, 323, 833]
- hpv-event-photo: [342, 660, 851, 915]
- brand-logo-icon: [84, 61, 134, 111]
- hpv-dateline: ಚಿಂತಾಮಣಿ:: [344, 924, 394, 938]
- column-rule: [332, 154, 333, 1866]
- ekangi-body-left: [46, 1982, 284, 2320]
- hpv-text: ಕಳೆದ ವರ್ಷದಲ್ಲಿ ಜಿಲ್ಲೆಯಲ್ಲಿ 32 ಶಿಶುಗಳ ಹೃದಯ ಶಸ್ತ್ರಚಿಕಿತ್ಸೆಯನ್ನು ಬೃಹತ್ ಘಾಟಿಯಿಂದ ಮಾಡಲಾಯಿತು. ಹೊಡಗಡೆ ಬಂದು ವರ್ಷದೊಳಗಿನ 5-10 ಸಾಲಕ್ಕೆ ಮಕ್ಕಳನ್ನು ಕರೆತಂದು ಅವರನ್ನು ಸರ್ಕಾರಿ ಆಸ್ಪತ್ರೆಯಲ್ಲಿ ಶಿಶುವಿಗೆ ತಪಾಸಣೆ ನಡೆಸಿದ್ದು ಚಿಕಿತ್ಸೆ ನೀಡಲಾಗಿದೆ ಎಂದು ಜಿಲ್ಲಾ ಆರೋಗ್ಯಾಧಿಕಾರಿ ಡಾ.ಮಹೇಶ್ ಮಾತನಾಡಿ ಹೇಳಿದರು. ನಗರದ ಸಾರ್ವಜನಿಕ ಆಸ್ಪತ್ರೆಯಲ್ಲಿ ಎಚ್‌ಪಿವಿ ವೈರಸ್ ಚುಚ್ಚುಮದ್ದು ಕಾರ್ಯಕ್ರಮದ ಉದ್ಘಾಟನೆಯನ್ನು ಜಿಲ್ಲಾಧಿಕಾರಿ ಜಿ.ಪ್ರಭು ಮತ್ತು ಡಿಎಚ್‌ಒ ಡಾ.ಮಹೇಶ್ ಮತ್ತಿತರರು ನೆರವೇರಿಸಿದರು. ಡಾ.ಮಹೇಶ್ ಮಾತನಾಡಿ 14 ಖಾಯಿಲೆಗಳಿಗೆ ಸಂಬಂಧಿಸಿದಂತೆ ಸಾರ್ವಜನಿಕರ ಮನೆ ಬಾಗಿಲಿಗೆ ಹೋಗಿ ತಪಾಸಣೆ ಮಾಡುವುದು ಸೇರಿದಂತೆ ಅವುಗಳನ್ನು ನಿಯಂತ್ರಣದಲ್ಲಿಡಲಾಗುತ್ತಿದೆ. ನಿಯಂತ್ರಣಕ್ಕೆ ಬರದ ಖಾಯಿಲೆಗಳಿಗೆ ಮತ್ತು ಹೆಚ್ಚಿನ ಚಿಕಿತ್ಸೆ ಅಗತ್ಯವಿರುವ ರೋಗಿಗಳನ್ನು ತಾಲೂಕು ಮತ್ತು ಜಿಲ್ಲಾ ಮಟ್ಟದಲ್ಲಿ ಚಿಕಿತ್ಸೆಯನ್ನು ಕಲ್ಪಿಸಲಾಗುವುದು. ತುರ್ತು ನಿಗಾ ಘಟಕದಲ್ಲಿ 50 ಬೆಡ್ ವ್ಯವಸ್ಥೆಯನ್ನು ಕಲ್ಪಿಸಲಾಗಿದೆ. ಈ ಸಂದರ್ಭದಲ್ಲಿ ಜಿಲ್ಲಾ ಉಸ್ತುವಾರಿ ಸಚಿವ ಡಾ.ಎಂ.ಸಿ.ಸುಧಾಕರ್ ಕಾರ್ಯಕ್ರಮದಲ್ಲಿ ಭಾಗವಹಿಸಿದ್ದರು. 350 ಬೆಡ್ ವ್ಯವಸ್ಥೆಯ ಆಸ್ಪತ್ರೆಯನ್ನು ನಿರ್ಮಾಣ ಮಾಡುವ ಕೆಲಸ ಶೀಘ್ರವೇ ಪ್ರಾರಂಭವಾಗಲಿದ್ದು ಚಿಂತಾಮಣಿ ನಗರದಲ್ಲಿ ಮೆಡಿಕಲ್ ಕಾಲೇಜು ಸ್ಥಾಪನೆ ಮಾಡಬೇಕೆಂಬ ಕನಸು ಸಾಕಾರಗೊಳ್ಳಲಿದೆ. ಉಪವಿಭಾಗಾಧಿಕಾರಿ ಸೂರ್ಯ ಪ್ರಕಾಶ್, ತಹಶೀಲ್ದಾರ್ ಸುದರ್ಶನ್, ತಾಲೂಕು ಆರೋಗ್ಯಾಧಿಕಾರಿ ಡಾ.ಸಂತೋಷ್ ಮತ್ತಿತರರು ಉಪಸ್ಥಿತರಿದ್ದರು.: [344, 924, 1104, 1092]
- registration-marks: [1390, 2342, 1497, 2365]
- cyber-text: ಪಟ್ಟಣ ಮತ್ತು ತಾಲೂಕು ಕಚೇರಿ ಹತ್ತಿರ ಇರುವ ಸೈಬರ್ ಸೆಂಟರ್ ಮತ್ತು ಗ್ರಾಮ-ಒನ್ ಸೆಂಟರ್‌ಗಳಲ್ಲಿ ಗ್ರಾಹಕರಿಂದ ಸರ್ಕಾರ ನಿಗದಿ ಪಡಿಸಿರುವ ಶುಲ್ಕಕ್ಕಿಂತ ಹೆಚ್ಚಿನ ಹಣ ವಸೂಲಿ ಮಾಡಲಾಗುತ್ತಿದೆ ಎಂದು ಸಾರ್ವಜನಿಕರು ಆರೋಪಿಸಿದ್ದಾರೆ. ಸರ್ಕಾರಿ ಯೋಜನೆಗಳ ಅರ್ಜಿ ಸಲ್ಲಿಸಲು ಬರುವ ಬಡ ರೈತರು ಮತ್ತು ಕೂಲಿ ಕಾರ್ಮಿಕರಿಂದ ಮನಬಂದಂತೆ ಹಣ ಪಡೆಯಲಾಗುತ್ತಿದೆ. ಕೂಡಲೇ ಅಧಿಕಾರಿಗಳು ಇಂತಹ ಕೇಂದ್ರಗಳ ಮೇಲೆ ಕ್ರಮ ಕೈಗೊಳ್ಳಬೇಕು ಎಂದು ಒತ್ತಾಯಿಸಿದ್ದಾರೆ. ಕಚೇರಿ ಅಧಿಕಾರಿಗಳಿಗೆ ಬಲವಾದ ಸಾಕ್ಷ್ಯಗಳನ್ನು ನೀಡಿದ್ದರೂ ಯಾವುದೇ ಕ್ರಮ ಕೈಗೊಂಡಿಲ್ಲ. ಗಡಿಭಾಗದ ಚೇಳೂರು ಪ್ರಾಂತ್ಯದಲ್ಲಿ ಹೊಸ ತಾಲೂಕು ಕೇಂದ್ರವಾಗಿದ್ದು ಸೌಲಭ್ಯಗಳಿಗಾಗಿ ಜನ ಪರದಾಡುತ್ತಿದ್ದಾರೆ ಎಂದು ನಾರಾಯಣಸ್ವಾಮಿ, ಎಸ್.ವಿ.ವೆಂಕಟೇಶ್, ರಾಮು, ರಮೇಶ್, ಪಿ.ಮಂಜುನಾಥ್, ಶ್ರೀನಿವಾಸ್, ಗಂಗಾಧರ್, ನರಸಿಂಹಪ್ಪ ಮತ್ತಿತರರು ದೂರಿದರು.: [1120, 788, 1496, 976]
- kiru-1-title: ರಂಜಾನ್ ಹಿನ್ನೆಲೆ ಕಾನೂನು ಸುವ್ಯವಸ್ಥೆಗೆ ಕ್ರಮ: [46, 241, 256, 302]
- taratamya-text: ಸುವಿಧಾನದ ಶ್ರೀ ಡಾ.ಬಿ.ಆರ್. ಅಂಬೇಡ್ಕರ್ ನೀಡಿರುವ ಸಂವಿಧಾನದಲ್ಲಿ ಈ ಕ್ಷೇತ್ರಕ್ಕೆ ರಾಜ್ಯ ಸರ್ಕಾರದಿಂದ ಅನುದಾನ ಹಂಚಿಕೆಯಲ್ಲಿ ತಾರತಮ್ಯ ಮಾಡುತ್ತಿಲ್ಲ ಎಂದು ಶಾಸಕ ಬಿ.ಎನ್.ರವಿಕುಮಾರ್ ತಿಳಿಸಿದರು. ತಮ್ಮ ಸ್ವಗ್ರಾಮ ಚೀಮಂಗಲ ಗ್ರಾಮದಲ್ಲಿ ಸುದ್ದಿಗಾರರೊಂದಿಗೆ ಮಾತನಾಡಿದರು. ತಾಲೂಕಿನಲ್ಲಿ ರಸ್ತೆ, ಕುಡಿಯುವ ನೀರು ಹಾಗೂ ಮೂಲಸೌಕರ್ಯ ಅಭಿವೃದ್ಧಿಗೆ ಆದ್ಯತೆ ನೀಡಲಾಗಿದೆ. ಕಾಂಗ್ರೆಸ್ ಸರ್ಕಾರದ ಗ್ಯಾರಂಟಿ ಯೋಜನೆಗಳಿಂದ ಅಭಿವೃದ್ಧಿ ಕಾರ್ಯಗಳಿಗೆ ತೊಂದರೆ ಆಗಿಲ್ಲ. ಕ್ಷೇತ್ರದ ಜನತೆಗೆ ಉತ್ತಮ ಆಡಳಿತ ನೀಡುವುದು ನನ್ನ ಗುರಿ ಎಂದು ತಿಳಿಸಿದರು. ಶಾಸಕರು ಕ್ಷೇತ್ರದಲ್ಲಿ ಅನುದಾನ ಸದ್ಬಳಕೆ ಕುರಿತು ಅಧಿಕಾರಿಗಳೊಂದಿಗೆ ಚರ್ಚೆ ನಡೆಸಿದರು.: [802, 1746, 1493, 1813]
- cyber-photo: [1120, 622, 1497, 781]
- paravanagi-body: [802, 1364, 1109, 1686]
- column-rule: [791, 1287, 793, 1870]
- ekangi-headline: ಏಕಾಂಗಿಯಾಗಿ ಸ್ಪರ್ಧೆಗೆ ಸಿದ್ಧ: ರಾಮಚಂದ್ರಗೌಡ: [46, 1919, 656, 1968]
- taratamya-dateline: ಶಿಡ್ಲಘಟ್ಟ:: [802, 1746, 839, 1760]
- registration-marks: [146, 2342, 253, 2365]
- ugadi-title: ಯುಗಾದಿ: ಸಿಹಿ ಹಂಚಿ ಸಂಭ್ರಮ: [722, 150, 1000, 182]
- ugadi-body: [722, 192, 1121, 488]
- kiru-1-body: [46, 306, 323, 613]
- cyber-headline: ಸೈಬರ್ ಸೆಂಟರ್‌ನಲ್ಲಿ ಸುಲಿಗೆ ಚೇಳೂರು ಜನರ ಆರೋಪ: [1121, 519, 1432, 608]
- hpv-box-body: ರಾಷ್ಟ್ರೀಯ ಬಾಲಸ್ವಾಸ್ಥ್ಯ ಕಾರ್ಯಕ್ರಮದಲ್ಲಿ 0-18 ವರ್ಷ ಮಕ್ಕಳಿಗೆ 0-6 ವರ್ಷದ ಮಕ್ಕಳಿಗೆ ವರ್ಷಕ್ಕೆ ಎರಡು ಬಾರಿ ತಪಾಸಣೆ, ವರ್ಷದೊಳಗಿನ ಮಗುವಿಗೆ ವರ್ಷಕ್ಕೆ 4 ಬಾರಿ ತಪಾಸಣೆ ಮಾಡಲಾಗುತ್ತದೆ. ಜಿಲ್ಲಾ ಸಾರ್ವಜನಿಕ ಆಸ್ಪತ್ರೆಯಲ್ಲಿ 200 ಬೆಡ್ ವ್ಯವಸ್ಥೆ, ತಾಯಿ ಮತ್ತು ಮಕ್ಕಳ ಆಸ್ಪತ್ರೆಯಲ್ಲಿ ಬೆಡ್‌ಗಳ ಸಂಖ್ಯೆ 100ಕ್ಕೆ ಹೆಚ್ಚಿಸಲಾಗಿದೆ.: [868, 728, 1084, 826]
- column-rule: [794, 1878, 796, 2323]
- registration-marks: [676, 2342, 783, 2365]
- kiru-2-body: [46, 696, 323, 911]
- page-number: 04: [315, 106, 366, 149]
- hpv-body: [344, 921, 1104, 1274]
- journalists-photo: [342, 157, 697, 389]
- section-rule: [338, 508, 1497, 510]
- kit-distribution-photo: [295, 1982, 527, 2176]
